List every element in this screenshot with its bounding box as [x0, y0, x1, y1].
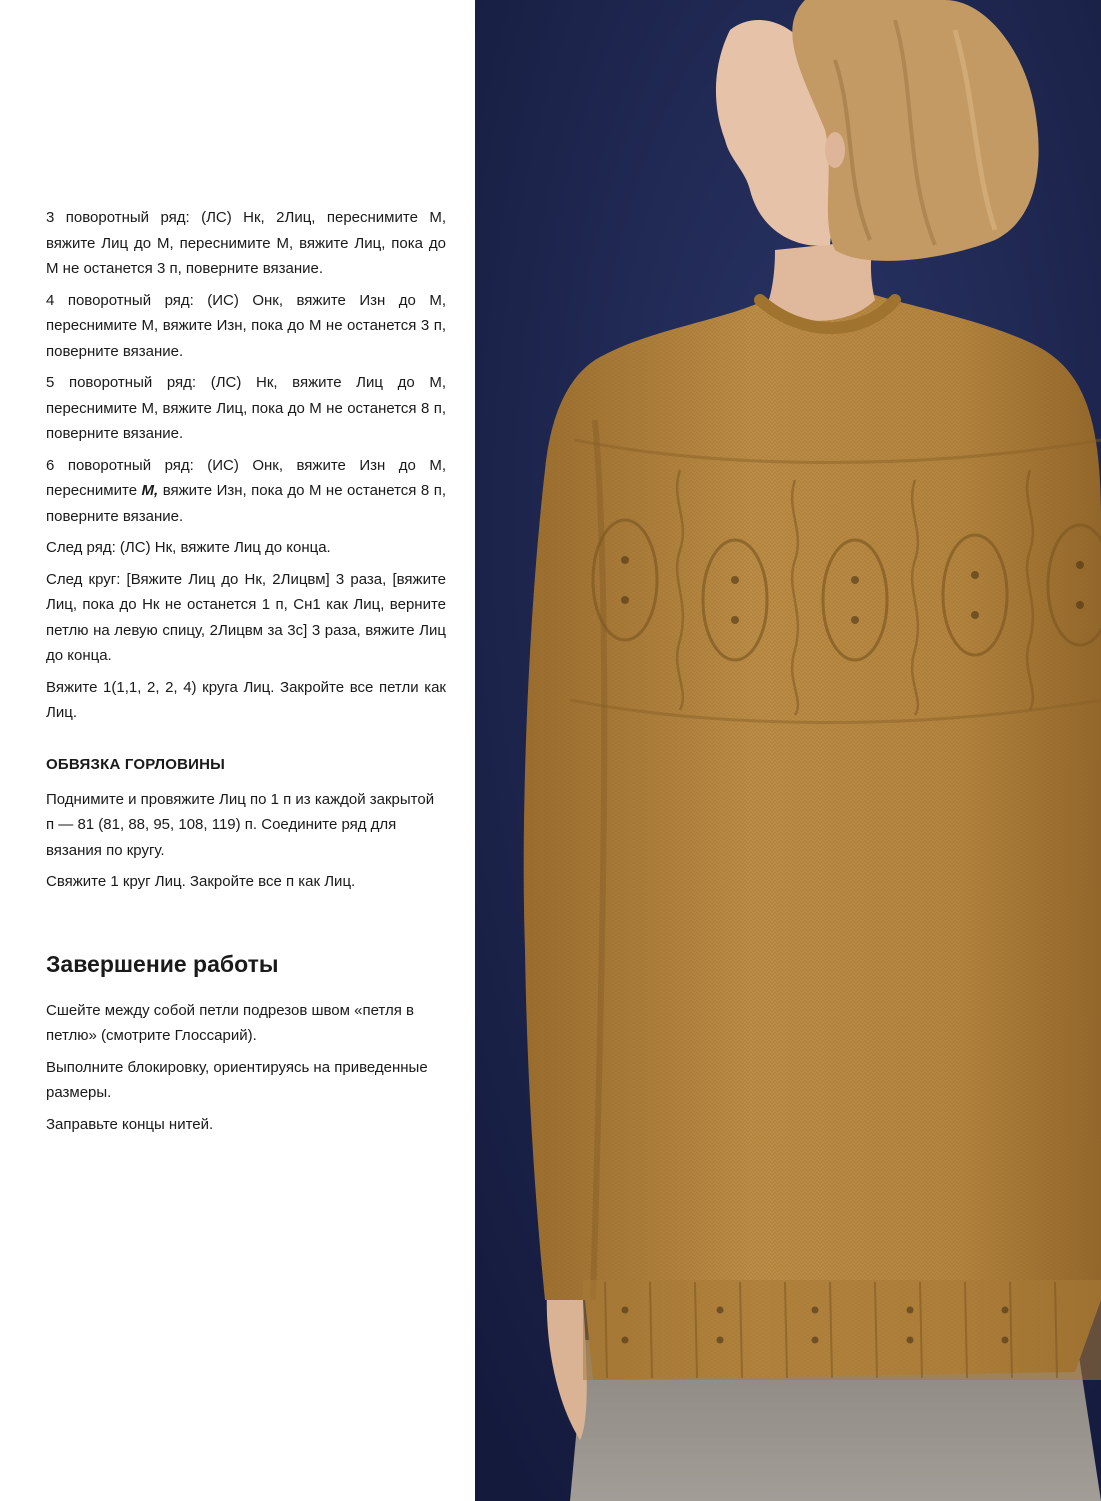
ribbed-hem: [583, 1280, 1101, 1380]
row6-part-c: вяжите Изн, пока до М не останется 8 п, поверните вязание.: [46, 482, 446, 525]
next-row-text: След ряд: (ЛС) Нк, вяжите Лиц до конца.: [46, 539, 331, 556]
neckband-text-1: Поднимите и провяжите Лиц по 1 п из каждой закрытой п — 81 (81, 88, 95, 108, 119) п. Соедините ряд для вязания по кругу.: [46, 790, 435, 859]
row6-marker-emphasis: М,: [141, 482, 159, 499]
row6-part-a: 6 поворотный ряд: (ИС) Онк, вяжите Изн до М, переснимите: [46, 456, 446, 499]
knit-rounds-text: Вяжите 1(1,1, 2, 2, 4) круга Лиц. Закройте все петли как Лиц.: [46, 678, 446, 721]
ear: [825, 132, 845, 168]
next-round-text: След круг: [Вяжите Лиц до Нк, 2Лицвм] 3 раза, [вяжите Лиц, пока до Нк не останется 1 п, Сн1 как Лиц, верните петлю на левую спицу, 2Лицвм за 3с] 3 раза, вяжите Лиц до конца.: [46, 570, 446, 664]
neckband-heading: ОБВЯЗКА ГОРЛОВИНЫ: [46, 755, 225, 773]
row6-text: [46, 453, 446, 530]
row5-text: 5 поворотный ряд: (ЛС) Нк, вяжите Лиц до М, переснимите М, вяжите Лиц, пока до М не останется 8 п, поверните вязание.: [46, 374, 446, 442]
row3-text: 3 поворотный ряд: (ЛС) Нк, 2Лиц, переснимите М, вяжите Лиц до М, переснимите М, вяжите Лиц, пока до М не останется 3 п, поверните вязание.: [46, 209, 446, 277]
neckband-text-2: Свяжите 1 круг Лиц. Закройте все п как Лиц.: [46, 873, 356, 890]
row4-text: 4 поворотный ряд: (ИС) Онк, вяжите Изн до М, переснимите М, вяжите Изн, пока до М не останется 3 п, поверните вязание.: [46, 291, 446, 360]
hair: [792, 0, 1038, 261]
finishing-text-2: Выполните блокировку, ориентируясь на приведенные размеры.: [46, 1058, 428, 1101]
sweater-photo: [475, 0, 1101, 1501]
finishing-text-3: Заправьте концы нитей.: [46, 1115, 214, 1133]
instructions-column: [46, 205, 446, 1143]
finishing-text-1: Сшейте между собой петли подрезов швом «петля в петлю» (смотрите Глоссарий).: [46, 1001, 414, 1044]
finishing-heading: Завершение работы: [46, 950, 279, 977]
